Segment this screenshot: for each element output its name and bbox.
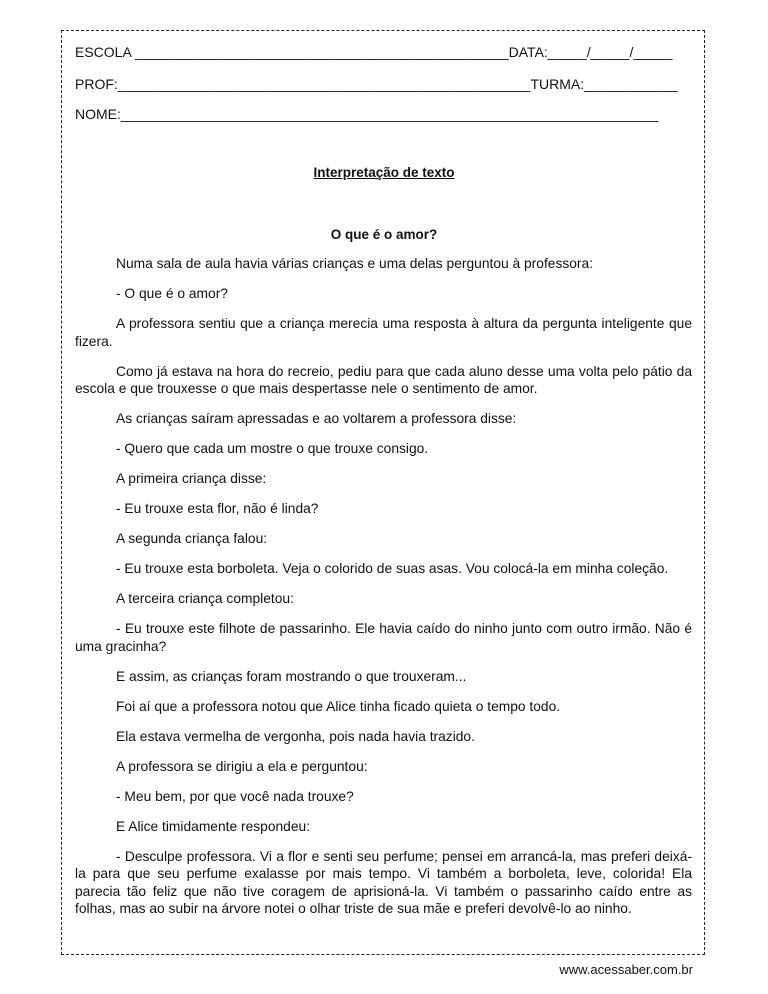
prof-turma-line: PROF:_____________________________________________________TURMA:____________ <box>75 76 678 92</box>
story-paragraph: A professora se dirigiu a ela e perguntou: <box>116 758 368 774</box>
story-paragraph: - Meu bem, por que você nada trouxe? <box>116 788 354 804</box>
story-paragraph: - Desculpe professora. Vi a flor e senti seu perfume; pensei em arrancá-la, mas preferi deixá-la para que seu perfume exalasse por mais tempo. Vi também a borboleta, leve, colorida! Ela parecia tão feliz que não tive coragem de aprisioná-la. Vi também o passarinho caído entre as folhas, mas ao subir na árvore notei o olhar triste de sua mãe e preferi devolvê-lo ao ninho. <box>75 848 692 916</box>
story-paragraph: E Alice timidamente respondeu: <box>116 818 311 834</box>
story-paragraph: A segunda criança falou: <box>116 531 268 546</box>
story-paragraph: E assim, as crianças foram mostrando o que trouxeram... <box>116 668 467 684</box>
story-paragraph: - Eu trouxe esta flor, não é linda? <box>116 501 319 516</box>
footer-website: www.acessaber.com.br <box>559 962 693 977</box>
story-paragraph: - Quero que cada um mostre o que trouxe consigo. <box>116 441 429 456</box>
story-paragraph: - O que é o amor? <box>116 286 228 301</box>
story-paragraph: - Eu trouxe esta borboleta. Veja o colorido de suas asas. Vou colocá-la em minha coleção. <box>116 561 669 576</box>
story-body <box>75 255 692 930</box>
story-paragraph: A professora sentiu que a criança merecia uma resposta à altura da pergunta inteligente que fizera. <box>75 316 692 349</box>
story-paragraph: Como já estava na hora do recreio, pediu para que cada aluno desse uma volta pelo pátio da escola e que trouxesse o que mais despertasse nele o sentimento de amor. <box>75 363 692 396</box>
section-title: Interpretação de texto <box>313 165 455 180</box>
escola-data-line: ESCOLA ________________________________________________DATA:_____/_____/_____ <box>75 44 673 60</box>
story-paragraph: As crianças saíram apressadas e ao voltarem a professora disse: <box>116 411 517 426</box>
story-paragraph: Numa sala de aula havia várias crianças e uma delas perguntou à professora: <box>116 256 594 271</box>
story-paragraph: A terceira criança completou: <box>116 591 294 606</box>
story-paragraph: A primeira criança disse: <box>116 471 267 486</box>
nome-line: NOME:_____________________________________________________________________ <box>75 106 659 122</box>
story-paragraph: Foi aí que a professora notou que Alice tinha ficado quieta o tempo todo. <box>116 698 561 714</box>
story-paragraph: Ela estava vermelha de vergonha, pois nada havia trazido. <box>116 728 475 744</box>
story-title: O que é o amor? <box>330 227 438 242</box>
story-paragraph: - Eu trouxe este filhote de passarinho. Ele havia caído do ninho junto com outro irmão. Não é uma gracinha? <box>75 621 692 654</box>
